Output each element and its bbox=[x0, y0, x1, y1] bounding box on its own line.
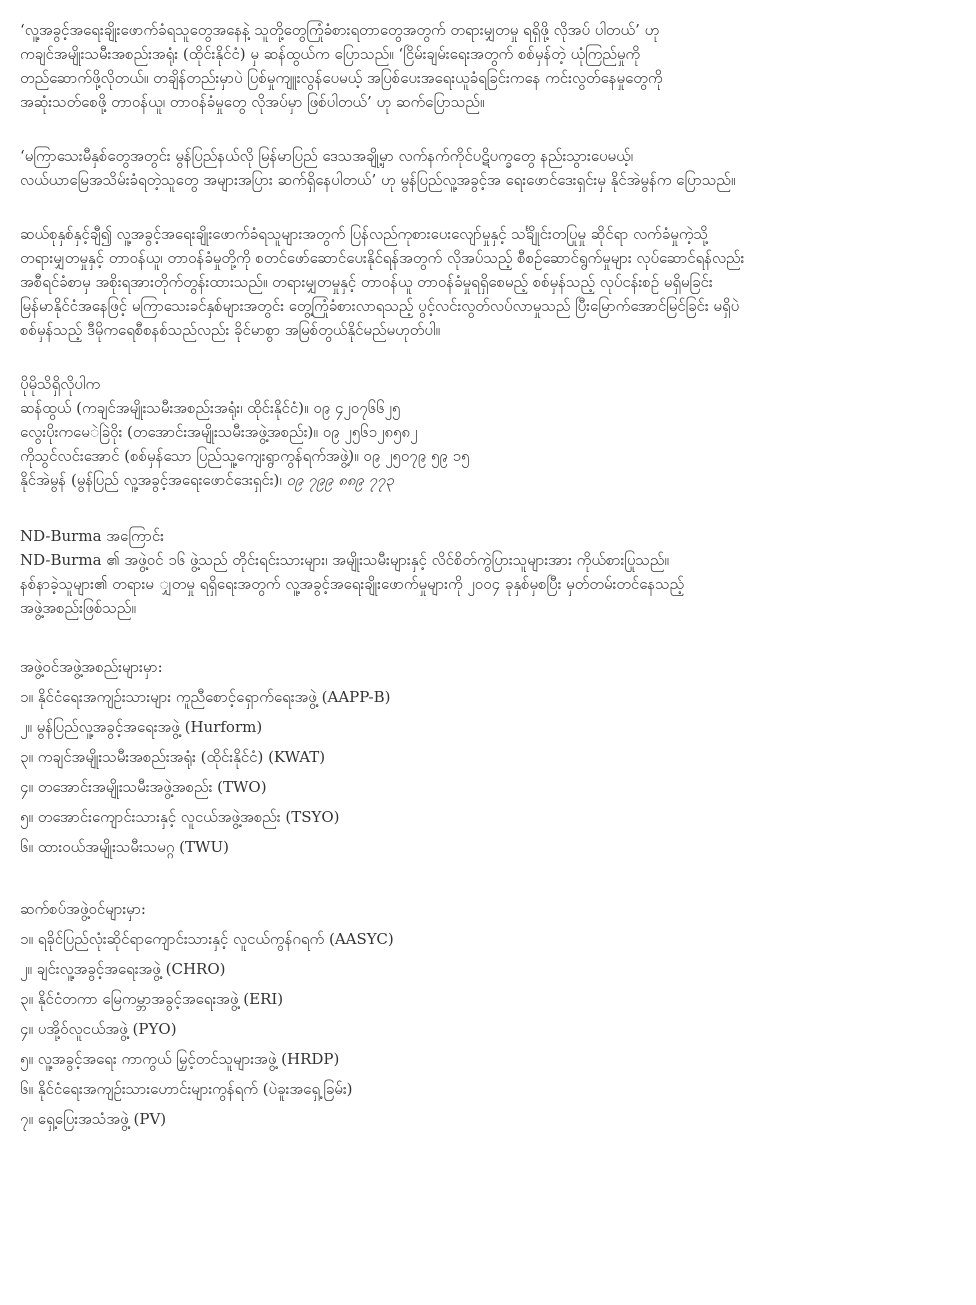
contact-heading: ပိုမိုသိရှိလိုပါက bbox=[20, 375, 101, 393]
paragraph-line: ကချင်အမျိုးသမီးအစည်းအရုံး (ထိုင်းနိုင်ငံ) မှ ဆန်ထွယ်က ပြောသည်။ ‘ငြိမ်းချမ်းရေးအတွက် စစ်မှန်တဲ့ ယုံကြည်မှုကို bbox=[20, 45, 641, 63]
members-section bbox=[20, 652, 942, 862]
member-item: ၂။ မွန်ပြည်လူ့အခွင့်အရေးအဖွဲ့ (Hurform) bbox=[20, 718, 263, 736]
associate-item: ၅။ လူ့အခွင့်အရေး ကာကွယ် မြှင့်တင်သူများအဖွဲ့ (HRDP) bbox=[20, 1050, 340, 1068]
paragraph-line: ‘လူ့အခွင့်အရေးချိုးဖောက်ခံရသူတွေအနေနဲ့ သူတို့တွေကြုံခံစားရတာတွေအတွက် တရားမျှတမှု ရရှိဖို့ လိုအပ် ပါတယ်’ ဟု bbox=[20, 21, 660, 39]
member-item: ၁။ နိုင်ငံရေးအကျဉ်းသားများ ကူညီစောင့်ရှောက်ရေးအဖွဲ့ (AAPP-B) bbox=[20, 688, 391, 706]
member-item: ၄။ တအောင်းအမျိုးသမီးအဖွဲ့အစည်း (TWO) bbox=[20, 778, 267, 796]
members-heading: အဖွဲ့ဝင်အဖွဲ့အစည်းများမှာ: bbox=[20, 658, 163, 676]
associates-section bbox=[20, 894, 942, 1134]
paragraph-line: တရားမျှတမှုနှင့် တာဝန်ယူ၊ တာဝန်ခံမှုတို့ကို စတင်ဖော်ဆောင်ပေးနိုင်ရန်အတွက် လိုအပ်သည့် စီစဉ်ဆောင်ရွက်မှုများ လုပ်ဆောင်ရန်လည်း bbox=[20, 249, 745, 267]
paragraph-line: ‘မကြာသေးမီနှစ်တွေအတွင်း မွန်ပြည်နယ်လို မြန်မာပြည် ဒေသအချို့မှာ လက်နက်ကိုင်ပဋိပက္ခတွေ နည်းသွားပေမယ့်၊ bbox=[20, 147, 634, 165]
contact-label: နိုင်အဲမွန် (မွန်ပြည် လူ့အခွင့်အရေးဖောင်ဒေးရှင်း)၊ bbox=[20, 471, 287, 489]
about-section bbox=[20, 524, 942, 620]
member-item: ၆။ ထားဝယ်အမျိုးသမီးသမဂ္ဂ (TWU) bbox=[20, 838, 229, 856]
about-line: နစ်နာခဲ့သူများ၏ တရားမ ျှတမှု ရရှိရေးအတွက် လူ့အခွင့်အရေးချိုးဖောက်မှုများကို ၂၀၀၄ ခုနှစ်မှစပြီး မှတ်တမ်းတင်နေသည့် bbox=[20, 575, 685, 593]
associate-item: ၃။ နိုင်ငံတကာ မြေကမ္ဘာအခွင့်အရေးအဖွဲ့ (ERI) bbox=[20, 990, 284, 1008]
contact-item: ကိုသွင်လင်းအောင် (စစ်မှန်သော ပြည်သူ့ကျေးရွာကွန်ရက်အဖွဲ့)။ ၀၉ ၂၅၀၇၉ ၅၉ ၁၅ bbox=[20, 447, 470, 465]
member-item: ၃။ ကချင်အမျိုးသမီးအစည်းအရုံး (ထိုင်းနိုင်ငံ) (KWAT) bbox=[20, 748, 326, 766]
associates-heading: ဆက်စပ်အဖွဲ့ဝင်များမှာ: bbox=[20, 900, 146, 918]
member-item: ၅။ တအောင်းကျောင်းသားနှင့် လူငယ်အဖွဲ့အစည်း (TSYO) bbox=[20, 808, 340, 826]
associate-item: ၇။ ရှေ့ပြေးအသံအဖွဲ့ (PV) bbox=[20, 1110, 167, 1128]
paragraph-line: တည်ဆောက်ဖို့လိုတယ်။ တချိန်တည်းမှာပဲ ပြစ်မှုကျူးလွန်ပေမယ့် အပြစ်ပေးအရေးယူခံရခြင်းကနေ ကင်းလွတ်နေမှုတွေကို bbox=[20, 69, 663, 87]
contact-section bbox=[20, 372, 942, 492]
associate-item: ၆။ နိုင်ငံရေးအကျဉ်းသားဟောင်းများကွန်ရက် (ပဲခူးအရှေ့ခြမ်း) bbox=[20, 1080, 353, 1098]
contact-item: လွေးပိုးကမေ‌ဲ‌ခြဲ‌ဝိုး (တအောင်းအမျိုးသမီးအဖွဲ့အစည်း)။ ၀၉ ၂၅၆၁၂၈၅၈၂ bbox=[20, 423, 418, 441]
paragraph-line: လယ်ယာမြေအသိမ်းခံရတဲ့သူတွေ အများအပြား ဆက်ရှိနေပါတယ်’ ဟု မွန်ပြည်လူ့အခွင့်အ ရေးဖောင်ဒေးရှင်းမှ နိုင်အဲမွန်က ပြောသည်။ bbox=[20, 171, 736, 189]
contact-item bbox=[20, 468, 942, 492]
paragraph-line: အစီရင်ခံစာမှ အစိုးရအားတိုက်တွန်းထားသည်။ တရားမျှတမှုနှင့် တာဝန်ယူ တာဝန်ခံမှုရရှိစေမည့် စစ်မှန်သည့် လုပ်ငန်းစဉ် မရှိမခြင်း bbox=[20, 273, 713, 291]
paragraph-3 bbox=[20, 222, 942, 342]
associate-item: ၂။ ချင်းလူ့အခွင့်အရေးအဖွဲ့ (CHRO) bbox=[20, 960, 226, 978]
contact-phone: ၀၉ ၇၉၉ ၈၈၉ ၇၇၃ bbox=[286, 471, 394, 489]
about-heading: ND-Burma အကြောင်း bbox=[20, 527, 164, 545]
paragraph-line: စစ်မှန်သည့် ဒီမိုကရေစီစနစ်သည်လည်း ခိုင်မာစွာ အမြစ်တွယ်နိုင်မည်မဟုတ်ပါ။ bbox=[20, 321, 441, 339]
paragraph-line: ဆယ်စုနှစ်နှင့်ချီ၍ လူ့အခွင့်အရေးချိုးဖောက်ခံရသူများအတွက် ပြန်လည်ကုစားပေးလျော်မှုနှင့် သင်္ချိုင်းတပြုမှု ဆိုင်ရာ လက်ခံမှုကဲ့သို့ bbox=[20, 225, 709, 243]
about-line: ND-Burma ၏ အဖွဲ့ဝင် ၁၆ ဖွဲ့သည် တိုင်းရင်းသားများ၊ အမျိုးသမီးများနှင့် လိင်စိတ်ကွဲပြားသူများအား ကိုယ်စားပြုသည်။ bbox=[20, 551, 669, 569]
associate-item: ၄။ ပအို့ဝ်လူငယ်အဖွဲ့ (PYO) bbox=[20, 1020, 177, 1038]
about-line: အဖွဲ့အစည်းဖြစ်သည်။ bbox=[20, 599, 136, 617]
associate-item: ၁။ ရခိုင်ပြည်လုံးဆိုင်ရာကျောင်းသားနှင့် လူငယ်ကွန်ဂရက် (AASYC) bbox=[20, 930, 394, 948]
contact-item: ဆန်ထွယ် (ကချင်အမျိုးသမီးအစည်းအရုံး၊ ထိုင်းနိုင်ငံ)။ ၀၉ ၄၂၀၇၆၆၂၅ bbox=[20, 399, 401, 417]
paragraph-2 bbox=[20, 144, 942, 192]
paragraph-line: အဆုံးသတ်စေဖို့ တာဝန်ယူ၊ တာဝန်ခံမှုတွေ လိုအပ်မှာ ဖြစ်ပါတယ်’ ဟု ဆက်ပြောသည်။ bbox=[20, 93, 485, 111]
paragraph-line: မြန်မာနိုင်ငံအနေဖြင့် မကြာသေးခင်နှစ်များအတွင်း တွေ့ကြုံခံစားလာရသည့် ပွင့်လင်းလွတ်လပ်လာမှုသည် ပြီးမြောက်အောင်မြင်ခြင်း မရှိပဲ bbox=[20, 297, 740, 315]
paragraph-1 bbox=[20, 18, 942, 114]
